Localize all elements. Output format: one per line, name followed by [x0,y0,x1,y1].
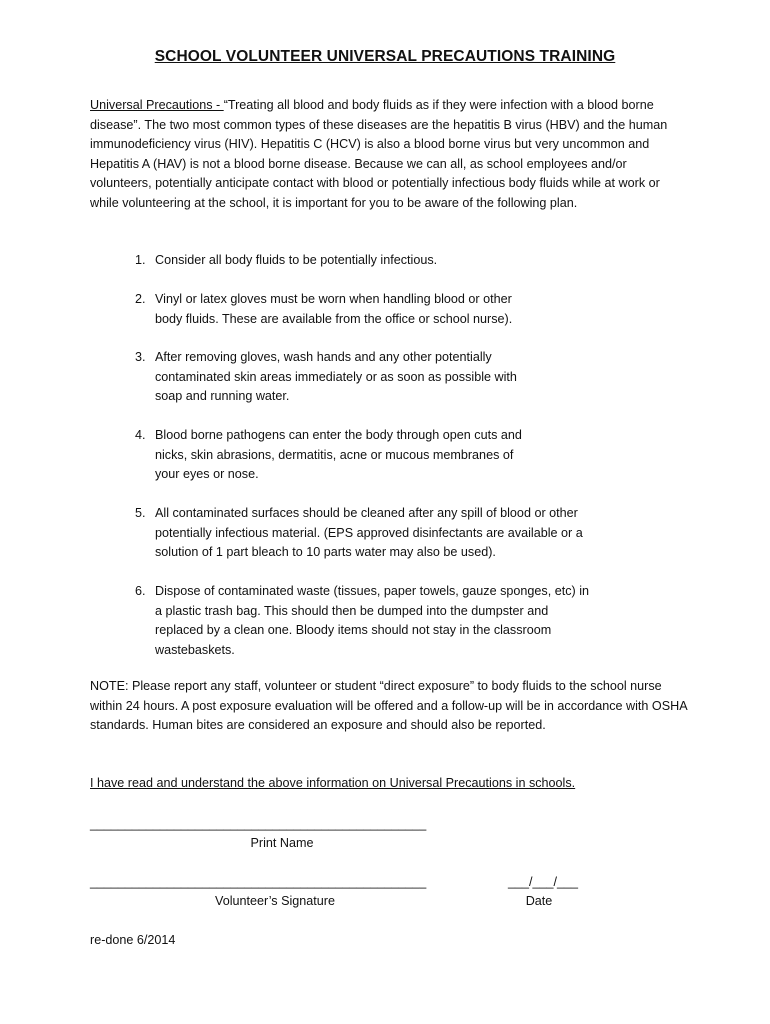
signature-label: Volunteer’s Signature [215,894,335,908]
signature-field[interactable]: ________________________________________________ [90,875,427,889]
list-item [135,348,517,407]
list-item-text: Vinyl or latex gloves must be worn when handling blood or other body fluids. These are available from the office or school nurse). [155,292,513,326]
list-item-number: 2. [135,292,146,306]
list-item-number: 4. [135,428,146,442]
acknowledgement-statement: I have read and understand the above information on Universal Precautions in schools. [90,776,576,790]
date-label: Date [525,894,553,908]
list-item [135,504,583,563]
list-item-text: Blood borne pathogens can enter the body through open cuts and nicks, skin abrasions, dermatitis, acne or mucous membranes of your eyes or nose. [155,428,522,481]
print-name-label: Print Name [250,836,314,850]
list-item [135,251,437,271]
list-item-number: 6. [135,584,146,598]
note-paragraph: NOTE: Please report any staff, volunteer or student “direct exposure” to body fluids to the school nurse within 24 hours. A post exposure evaluation will be offered and a follow-up will be in accordance with OSHA standards. Human bites are considered an exposure and should also be reported. [90,679,687,732]
intro-label: Universal Precautions - [90,98,224,112]
list-item-number: 1. [135,253,146,267]
list-item-text: Dispose of contaminated waste (tissues, paper towels, gauze sponges, etc) in a plastic trash bag. This should then be dumped into the dumpster and replaced by a clean one. Bloody items should not stay in the classroom wastebaskets. [155,584,590,657]
list-item [135,290,512,329]
list-item [135,582,589,660]
document-title: SCHOOL VOLUNTEER UNIVERSAL PRECAUTIONS TRAINING [154,48,616,65]
list-item-text: After removing gloves, wash hands and any other potentially contaminated skin areas immediately or as soon as possible with soap and running water. [155,350,517,403]
list-item-number: 3. [135,350,146,364]
revision-note: re-done 6/2014 [90,933,176,947]
date-field[interactable]: ___/___/___ [508,875,579,889]
list-item-text: Consider all body fluids to be potentially infectious. [155,253,438,267]
list-item-number: 5. [135,506,146,520]
intro-text: “Treating all blood and body fluids as if they were infection with a blood borne disease”. The two most common types of these diseases are the hepatitis B virus (HBV) and the human immunodeficiency virus (HIV). Hepatitis C (HCV) is also a blood borne virus but very uncommon and Hepatitis A (HAV) is not a blood borne disease. Because we can all, as school employees and/or volunteers, potentially anticipate contact with blood or potentially infectious body fluids while at work or while volunteering at the school, it is important for you to be aware of the following plan. [90,98,668,210]
list-item [135,426,522,485]
intro-paragraph [90,96,690,213]
print-name-field[interactable]: ________________________________________________ [90,817,427,831]
list-item-text: All contaminated surfaces should be cleaned after any spill of blood or other potentially infectious material. (EPS approved disinfectants are available or a solution of 1 part bleach to 10 parts water may also be used). [155,506,583,559]
